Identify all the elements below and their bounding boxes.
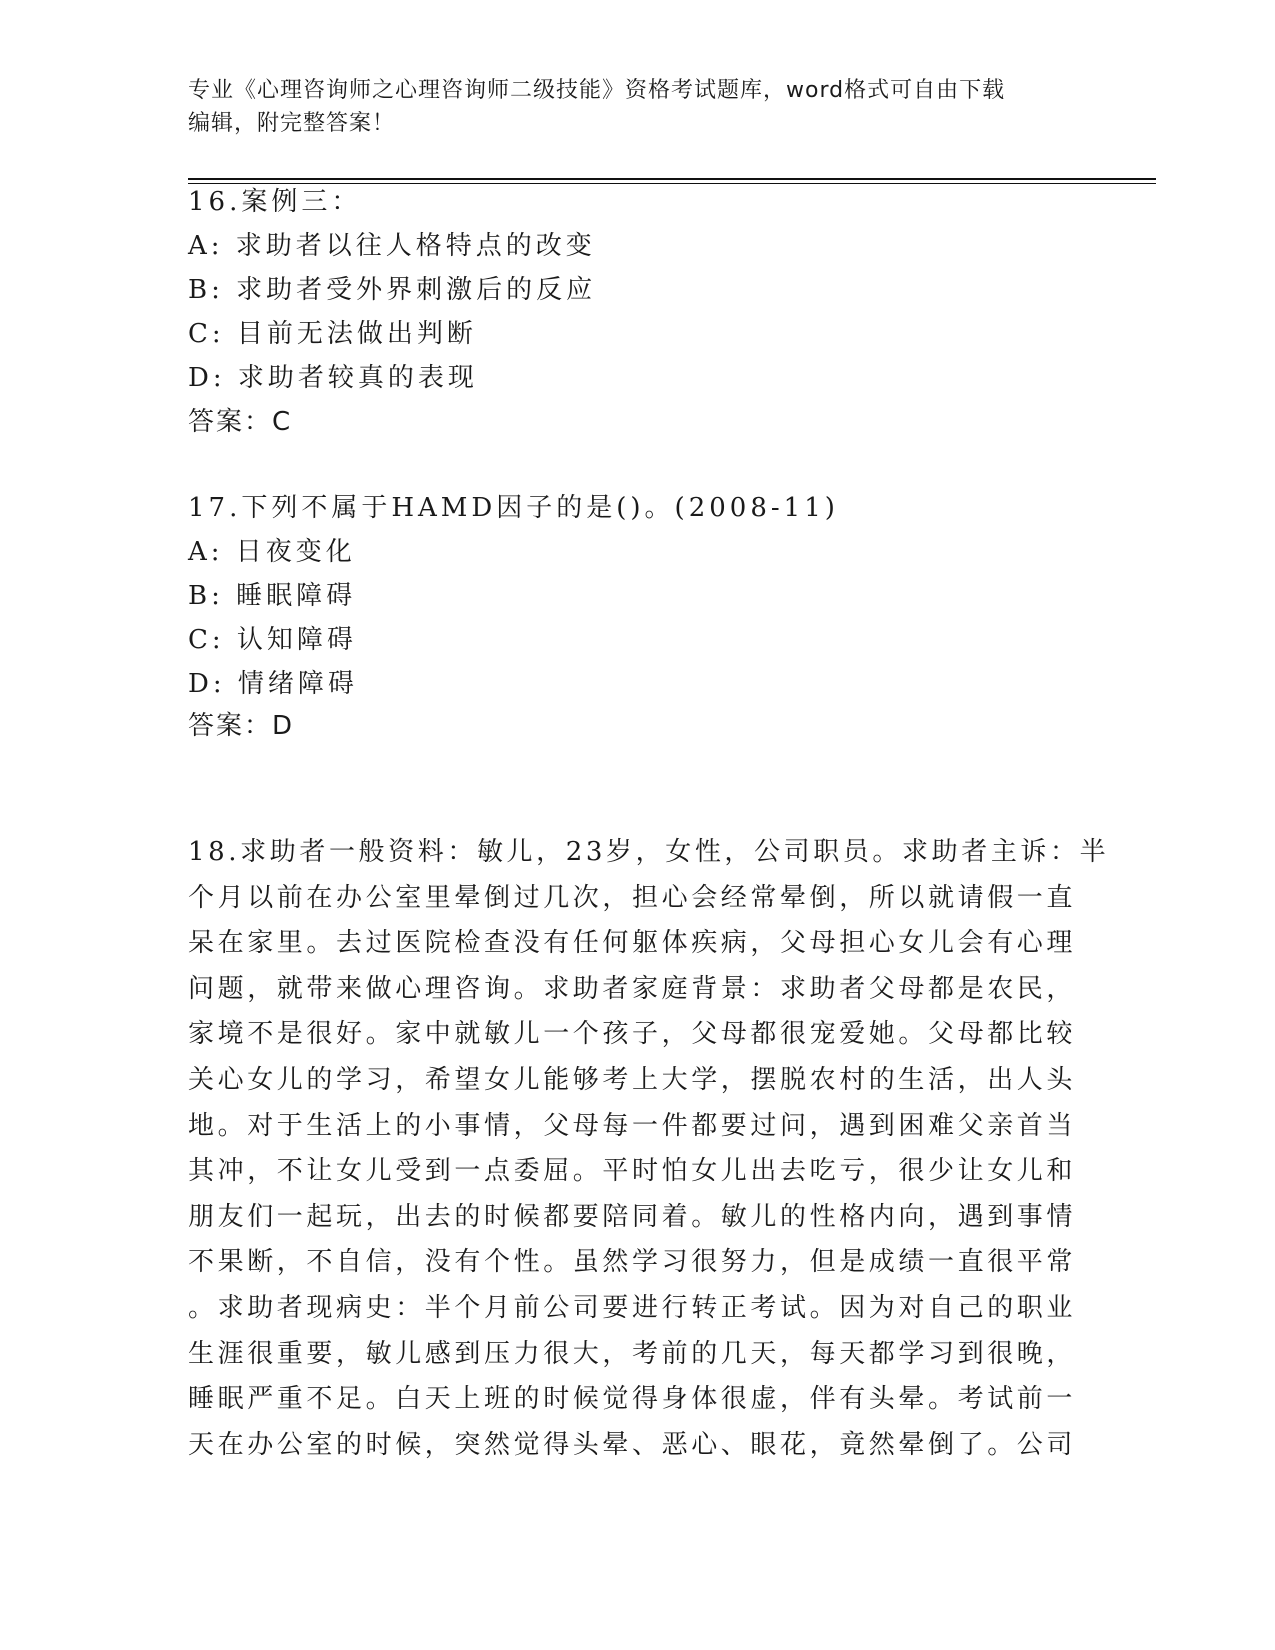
question-18-line: 生涯很重要，敏儿感到压力很大，考前的几天，每天都学习到很晚， [188,1338,1077,1369]
question-17-option-b: B: 睡眠障碍 [188,581,357,611]
question-16-option-c: C: 目前无法做出判断 [188,319,477,349]
question-16-option-b: B: 求助者受外界刺激后的反应 [188,275,597,305]
question-16-option-a: A: 求助者以往人格特点的改变 [188,231,596,261]
question-17-answer: 答案：D [188,711,295,741]
question-18-line: 个月以前在办公室里晕倒过几次，担心会经常晕倒，所以就请假一直 [188,882,1077,913]
question-18-body [188,830,1110,1468]
header-divider-thin [188,183,1156,184]
question-18-line: 地。对于生活上的小事情，父母每一件都要过问，遇到困难父亲首当 [188,1110,1077,1141]
question-16-option-d: D: 求助者较真的表现 [188,363,478,393]
question-17-stem: 17.下列不属于HAMD因子的是()。(2008-11) [188,493,839,523]
question-18-line: 关心女儿的学习，希望女儿能够考上大学，摆脱农村的生活，出人头 [188,1064,1077,1095]
question-18-line: 天在办公室的时候，突然觉得头晕、恶心、眼花，竟然晕倒了。公司 [188,1429,1077,1460]
question-18-line: 18.求助者一般资料：敏儿，23岁，女性，公司职员。求助者主诉：半 [188,837,1110,867]
question-17-option-a: A: 日夜变化 [188,537,356,567]
header-line-1: 专业《心理咨询师之心理咨询师二级技能》资格考试题库，word格式可自由下载 [188,78,1006,103]
question-17-option-c: C: 认知障碍 [188,625,357,655]
question-18-line: 睡眠严重不足。白天上班的时候觉得身体很虚，伴有头晕。考试前一 [188,1384,1077,1415]
question-18-line: 呆在家里。去过医院检查没有任何躯体疾病，父母担心女儿会有心理 [188,928,1077,959]
question-18-line: 朋友们一起玩，出去的时候都要陪同着。敏儿的性格内向，遇到事情 [188,1201,1077,1232]
document-header [188,74,1068,140]
header-line-2: 编辑，附完整答案！ [188,111,396,136]
question-18-line: 家境不是很好。家中就敏儿一个孩子，父母都很宠爱她。父母都比较 [188,1019,1077,1050]
question-16-stem: 16.案例三： [188,187,362,217]
question-16-answer: 答案：C [188,407,293,437]
question-18-line: 。求助者现病史：半个月前公司要进行转正考试。因为对自己的职业 [188,1292,1077,1323]
question-18-line: 问题，就带来做心理咨询。求助者家庭背景：求助者父母都是农民， [188,973,1077,1004]
header-divider-thick [188,178,1156,180]
question-17-option-d: D: 情绪障碍 [188,669,358,699]
question-18-line: 不果断，不自信，没有个性。虽然学习很努力，但是成绩一直很平常 [188,1247,1077,1278]
question-18-line: 其冲，不让女儿受到一点委屈。平时怕女儿出去吃亏，很少让女儿和 [188,1156,1077,1187]
